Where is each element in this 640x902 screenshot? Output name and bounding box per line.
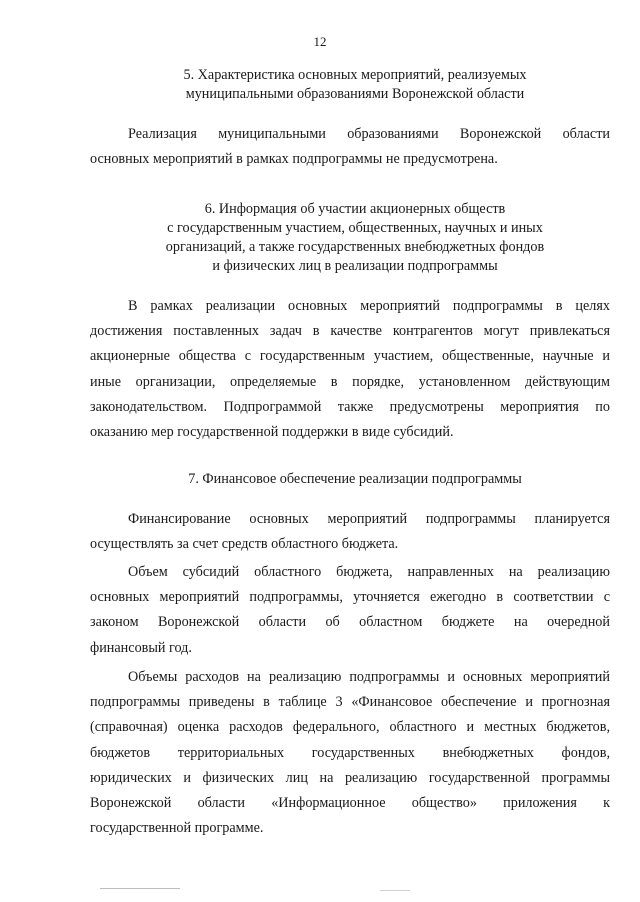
scan-artifact-line (380, 890, 410, 891)
heading-line: 5. Характеристика основных мероприятий, реализуемых (183, 67, 527, 83)
paragraph-line: законодательством. Подпрограммой также предусмотрены мероприятия по (90, 398, 610, 415)
paragraph-line: иные организации, определяемые в порядке, установленном действующим (90, 373, 610, 390)
paragraph-line: бюджетов территориальных государственных внебюджетных фондов, (90, 744, 610, 761)
heading-line: с государственным участием, общественных, научных и иных (167, 220, 543, 236)
section-6-heading (90, 200, 620, 276)
heading-line: организаций, а также государственных внебюджетных фондов (165, 239, 545, 255)
paragraph-line: Воронежской области «Информационное общество» приложения к (90, 794, 610, 811)
heading-line: и физических лиц в реализации подпрограммы (212, 258, 498, 274)
section-6-paragraph (90, 294, 610, 445)
paragraph-line: акционерные общества с государственным участием, общественные, научные и (90, 348, 610, 365)
paragraph-line: осуществлять за счет средств областного бюджета. (90, 536, 399, 553)
paragraph-line: оказанию мер государственной поддержки в виде субсидий. (90, 423, 454, 440)
paragraph-line: достижения поставленных задач в качестве контрагентов могут привлекаться (90, 323, 610, 340)
section-7-paragraph-2 (90, 560, 610, 661)
section-7-paragraph-1 (90, 507, 610, 557)
paragraph-line: подпрограммы приведены в таблице 3 «Финансовое обеспечение и прогнозная (90, 694, 610, 711)
section-5-paragraph (90, 122, 610, 172)
paragraph-line: основных мероприятий подпрограммы, уточняется ежегодно в соответствии с (90, 589, 610, 606)
heading-line: 6. Информация об участии акционерных обществ (204, 201, 506, 217)
page-number: 12 (313, 34, 327, 49)
paragraph-line: государственной программе. (90, 820, 264, 837)
scan-artifact-line (100, 888, 180, 889)
heading-line: 7. Финансовое обеспечение реализации подпрограммы (188, 471, 522, 487)
paragraph-line: Финансирование основных мероприятий подпрограммы планируется (128, 511, 610, 527)
paragraph-line: законом Воронежской области об областном бюджете на очередной (90, 614, 610, 631)
paragraph-line: юридических и физических лиц на реализацию государственной программы (90, 769, 610, 786)
paragraph-line: Объем субсидий областного бюджета, направленных на реализацию (128, 564, 610, 580)
paragraph-line: Реализация муниципальными образованиями Воронежской области (128, 126, 610, 142)
paragraph-line: Объемы расходов на реализацию подпрограммы и основных мероприятий (128, 669, 610, 685)
paragraph-line: финансовый год. (90, 639, 192, 656)
paragraph-line: основных мероприятий в рамках подпрограммы не предусмотрена. (90, 151, 498, 168)
section-5-heading (90, 66, 620, 104)
paragraph-line: (справочная) оценка расходов федерального, областного и местных бюджетов, (90, 719, 610, 736)
section-7-paragraph-3 (90, 665, 610, 841)
paragraph-line: В рамках реализации основных мероприятий подпрограммы в целях (128, 298, 610, 314)
section-7-heading (90, 470, 620, 489)
heading-line: муниципальными образованиями Воронежской области (185, 86, 525, 102)
